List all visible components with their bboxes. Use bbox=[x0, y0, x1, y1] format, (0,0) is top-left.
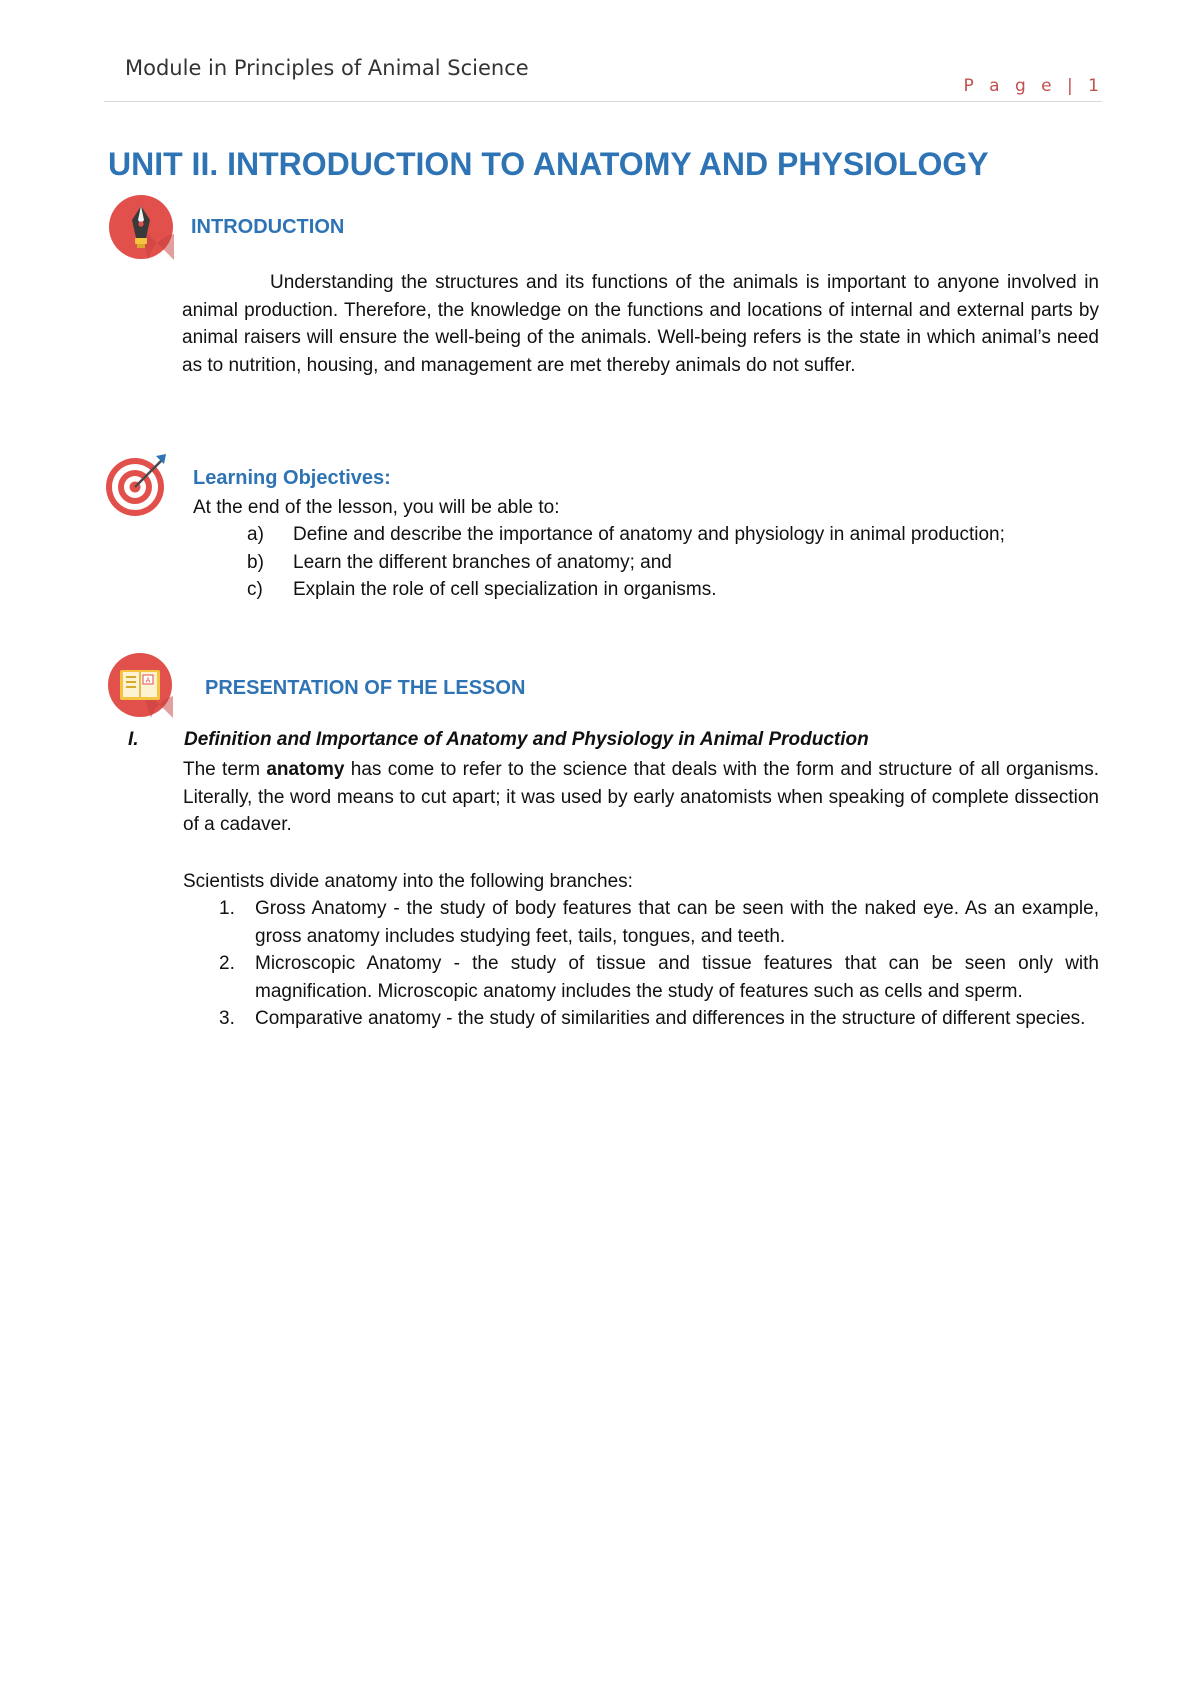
module-title: Module in Principles of Animal Science bbox=[125, 56, 529, 80]
definition-text: has come to refer to the science that deals with the form and structure of all organisms. Literally, the word means to cut apart; it was used by early anatomists when speaking of complete dissection of a cadaver. bbox=[183, 759, 1099, 835]
objectives-list bbox=[247, 521, 1099, 604]
objective-item bbox=[247, 549, 1099, 577]
section-heading bbox=[128, 729, 869, 751]
branch-text: Gross Anatomy - the study of body features that can be seen with the naked eye. As an example, gross anatomy includes studying feet, tails, tongues, and teeth. bbox=[255, 898, 1099, 947]
list-marker: b) bbox=[247, 551, 264, 573]
pen-nib-icon bbox=[108, 194, 174, 260]
section-title: Definition and Importance of Anatomy and Physiology in Animal Production bbox=[184, 729, 869, 750]
anatomy-definition bbox=[183, 756, 1099, 839]
introduction-paragraph: Understanding the structures and its functions of the animals is important to anyone involved in animal production. Therefore, the knowledge on the functions and locations of internal and external parts by animal raisers will ensure the well-being of the animals. Well-being refers is the state in which animal’s need as to nutrition, housing, and management are met thereby animals do not suffer. bbox=[182, 272, 1099, 376]
presentation-heading: PRESENTATION OF THE LESSON bbox=[205, 677, 526, 699]
page-number: P a g e | 1 bbox=[963, 76, 1104, 96]
objective-text: Explain the role of cell specialization in organisms. bbox=[293, 579, 717, 600]
objective-item bbox=[247, 576, 1099, 604]
branch-text: Comparative anatomy - the study of similarities and differences in the structure of different species. bbox=[255, 1008, 1086, 1029]
list-marker: a) bbox=[247, 524, 264, 545]
list-marker: c) bbox=[247, 579, 263, 600]
objective-text: Learn the different branches of anatomy; and bbox=[293, 551, 672, 573]
branch-item bbox=[219, 895, 1099, 950]
list-marker: 1. bbox=[219, 898, 235, 919]
branch-text: Microscopic Anatomy - the study of tissue and tissue features that can be seen only with magnification. Microscopic anatomy includes the study of features such as cells and sperm. bbox=[255, 953, 1099, 1002]
section-number: I. bbox=[128, 729, 139, 750]
book-icon bbox=[107, 652, 173, 718]
list-marker: 2. bbox=[219, 953, 235, 974]
branches-lead: Scientists divide anatomy into the following branches: bbox=[183, 871, 633, 892]
introduction-heading: INTRODUCTION bbox=[191, 216, 345, 238]
objectives-lead: At the end of the lesson, you will be able to: bbox=[193, 497, 560, 518]
target-icon bbox=[104, 452, 170, 518]
anatomy-term: anatomy bbox=[266, 759, 345, 780]
list-marker: 3. bbox=[219, 1008, 235, 1029]
unit-title: UNIT II. INTRODUCTION TO ANATOMY AND PHYSIOLOGY bbox=[108, 146, 989, 182]
svg-text:A: A bbox=[145, 676, 151, 685]
header-divider bbox=[104, 101, 1102, 102]
branch-item bbox=[219, 950, 1099, 1005]
definition-text: The term bbox=[183, 759, 267, 780]
branches-list bbox=[219, 895, 1099, 1033]
objectives-heading: Learning Objectives: bbox=[193, 467, 391, 489]
objective-item bbox=[247, 521, 1099, 549]
branch-item bbox=[219, 1005, 1099, 1033]
objective-text: Define and describe the importance of anatomy and physiology in animal production; bbox=[293, 524, 1005, 545]
